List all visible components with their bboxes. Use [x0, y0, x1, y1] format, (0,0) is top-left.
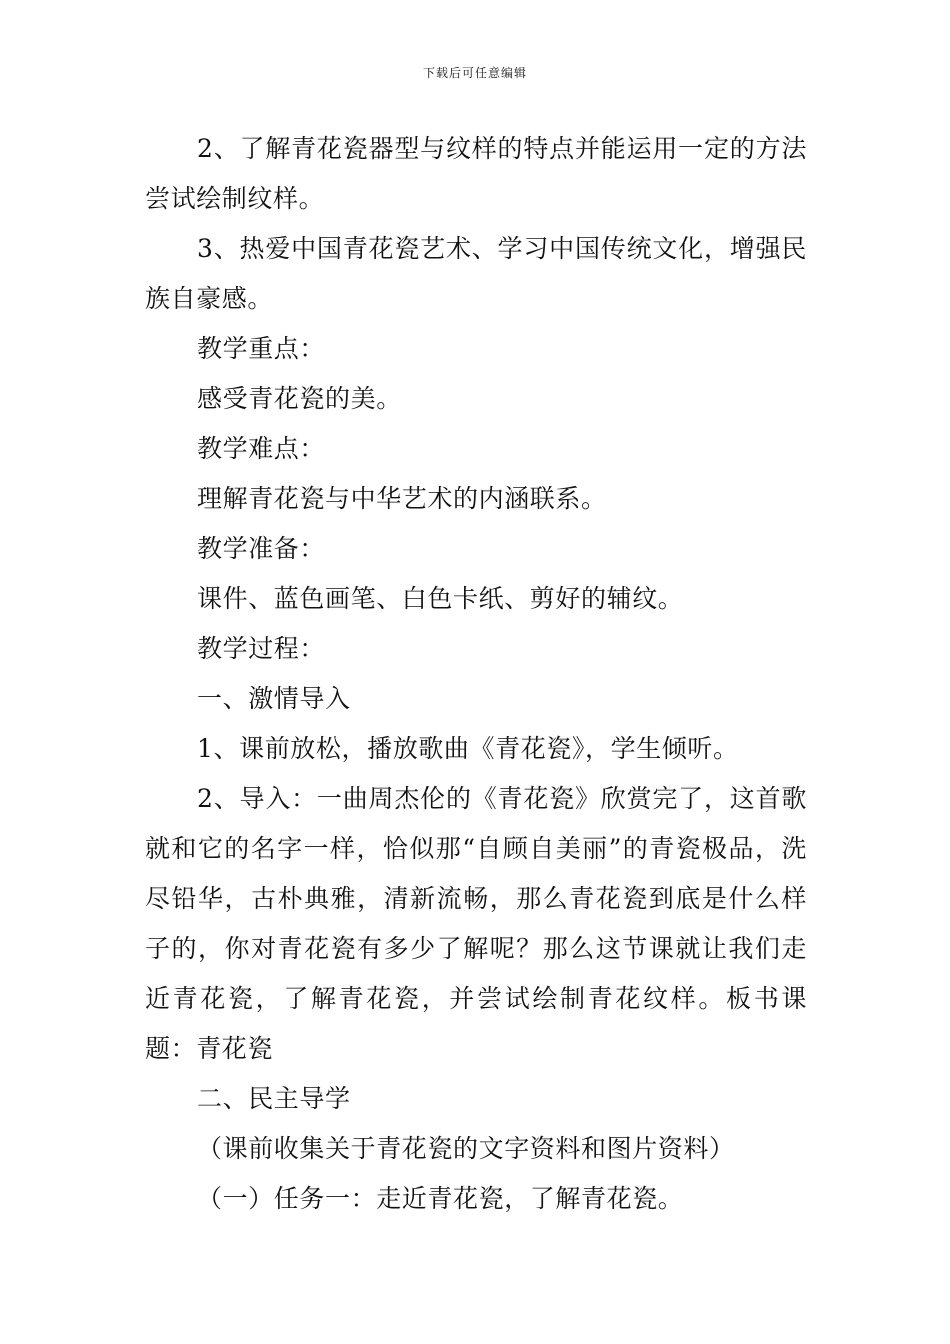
materials-note: （课前收集关于青花瓷的文字资料和图片资料） [197, 1134, 735, 1163]
difficulty-text: 理解青花瓷与中华艺术的内涵联系。 [197, 484, 607, 513]
page-header-note: 下载后可任意编辑 [422, 66, 527, 80]
key-points-heading: 教学重点： [197, 334, 326, 363]
objective-2-paragraph: 2、了解青花瓷器型与纹样的特点并能运用一定的方法尝试绘制纹样。 [145, 134, 807, 213]
step-2-paragraph: 2、导入：一曲周杰伦的《青花瓷》欣赏完了，这首歌就和它的名字一样，恰似那“自顾自美丽”的青瓷极品，洗尽铅华，古朴典雅，清新流畅，那么青花瓷到底是什么样子的，你对青花瓷有多少了解呢？那么这节课就让我们走近青花瓷，了解青花瓷，并尝试绘制青花纹样。板书课题：青花瓷 [145, 784, 807, 1063]
preparation-heading: 教学准备： [197, 534, 326, 563]
preparation-text: 课件、蓝色画笔、白色卡纸、剪好的辅纹。 [197, 584, 684, 613]
process-heading: 教学过程： [197, 634, 326, 663]
objective-3-paragraph: 3、热爱中国青花瓷艺术、学习中国传统文化，增强民族自豪感。 [145, 234, 807, 313]
key-points-text: 感受青花瓷的美。 [197, 384, 402, 413]
task-1-heading: （一）任务一：走近青花瓷，了解青花瓷。 [197, 1184, 684, 1213]
document-body [145, 124, 807, 1224]
difficulty-heading: 教学难点： [197, 434, 326, 463]
section-2-heading: 二、民主导学 [197, 1084, 351, 1113]
section-1-heading: 一、激情导入 [197, 684, 351, 713]
step-1-paragraph: 1、课前放松，播放歌曲《青花瓷》，学生倾听。 [197, 734, 739, 763]
